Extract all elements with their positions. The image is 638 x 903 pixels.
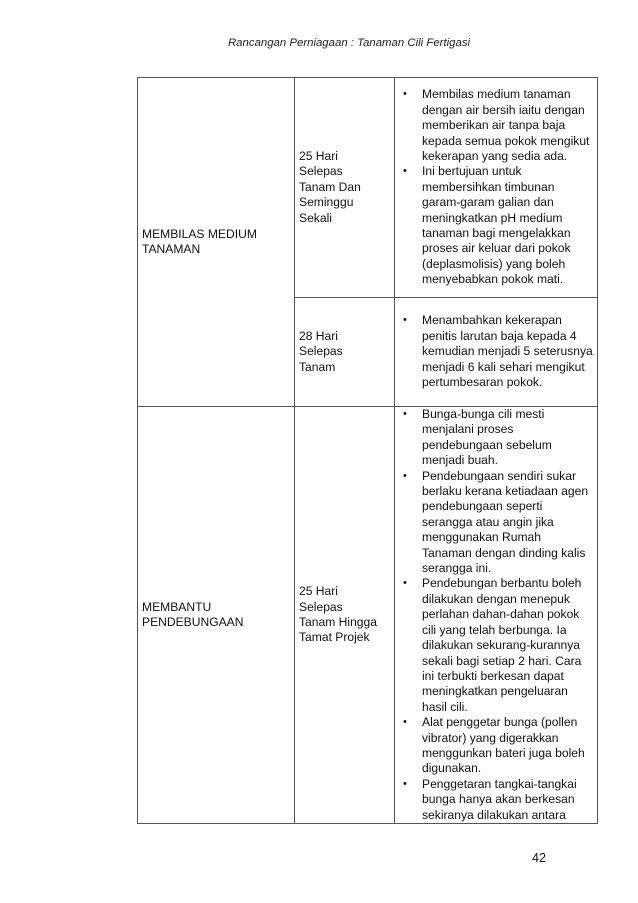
bullet-icon: •: [403, 165, 407, 178]
table-row: [138, 407, 598, 824]
list-item: [399, 469, 593, 577]
list-item: [399, 313, 593, 390]
bullet-text: Ini bertujuan untuk membersihkan timbunan garam-garam galian dan meningkatkan pH medium tanaman bagi mengelakkan proses air keluar dari pokok (deplasmolisis) yang boleh menyebabkan pokok mati.: [422, 164, 571, 287]
bullet-text: Alat penggetar bunga (pollen vibrator) yang digerakkan menggunkan bateri juga boleh digunakan.: [422, 715, 585, 776]
bullet-icon: •: [403, 716, 407, 729]
bullet-text: Menambahkan kekerapan penitis larutan baja kepada 4 kemudian menjadi 5 seterusnya menjadi 6 kali sehari mengikut pertumbesaran pokok.: [422, 313, 593, 390]
timing-cell: 25 Hari Selepas Tanam Dan Seminggu Sekali: [295, 78, 395, 298]
bullet-list: [399, 313, 593, 390]
bullet-text: Pendebungan berbantu boleh dilakukan dengan menepuk perlahan dahan-dahan pokok cili yang telah berbunga. Ia dilakukan sekurang-kurannya sekali bagi setiap 2 hari. Cara ini terbukti berkesan dapat meningkatkan pengeluaran hasil cili.: [422, 576, 582, 714]
bullet-icon: •: [403, 777, 407, 790]
bullet-list: [399, 87, 593, 287]
bullet-text: Bunga-bunga cili mesti menjalani proses pendebungaan sebelum menjadi buah.: [422, 407, 552, 468]
list-item: [399, 777, 593, 823]
list-item: [399, 715, 593, 777]
bullet-icon: •: [403, 469, 407, 482]
bullet-list: [399, 407, 593, 823]
timing-cell: 25 Hari Selepas Tanam Hingga Tamat Projek: [295, 407, 395, 824]
list-item: [399, 576, 593, 715]
timing-cell: 28 Hari Selepas Tanam: [295, 298, 395, 407]
list-item: [399, 164, 593, 287]
description-cell: [395, 407, 598, 824]
description-cell: [395, 78, 598, 298]
bullet-icon: •: [403, 577, 407, 590]
bullet-icon: •: [403, 408, 407, 420]
list-item: [399, 87, 593, 164]
list-item: [399, 407, 593, 469]
bullet-icon: •: [403, 314, 407, 327]
description-cell: [395, 298, 598, 407]
bullet-text: Penggetaran tangkai-tangkai bunga hanya akan berkesan sekiranya dilakukan antara: [422, 776, 577, 822]
table-row: [138, 78, 598, 298]
activity-cell: MEMBANTU PENDEBUNGAAN: [138, 407, 295, 824]
schedule-table: [137, 77, 598, 824]
activity-cell: MEMBILAS MEDIUM TANAMAN: [138, 78, 295, 407]
bullet-text: Membilas medium tanaman dengan air bersih iaitu dengan memberikan air tanpa baja kepada semua pokok mengikut kekerapan yang sedia ada.: [422, 87, 590, 163]
page-header: Rancangan Perniagaan : Tanaman Cili Fertigasi: [227, 37, 471, 49]
bullet-text: Pendebungaan sendiri sukar berlaku kerana ketiadaan agen pendebungaan seperti serangga atau angin jika menggunakan Rumah Tanaman dengan dinding kalis serangga ini.: [422, 468, 589, 576]
bullet-icon: •: [403, 88, 407, 101]
page-number: 42: [532, 851, 546, 865]
